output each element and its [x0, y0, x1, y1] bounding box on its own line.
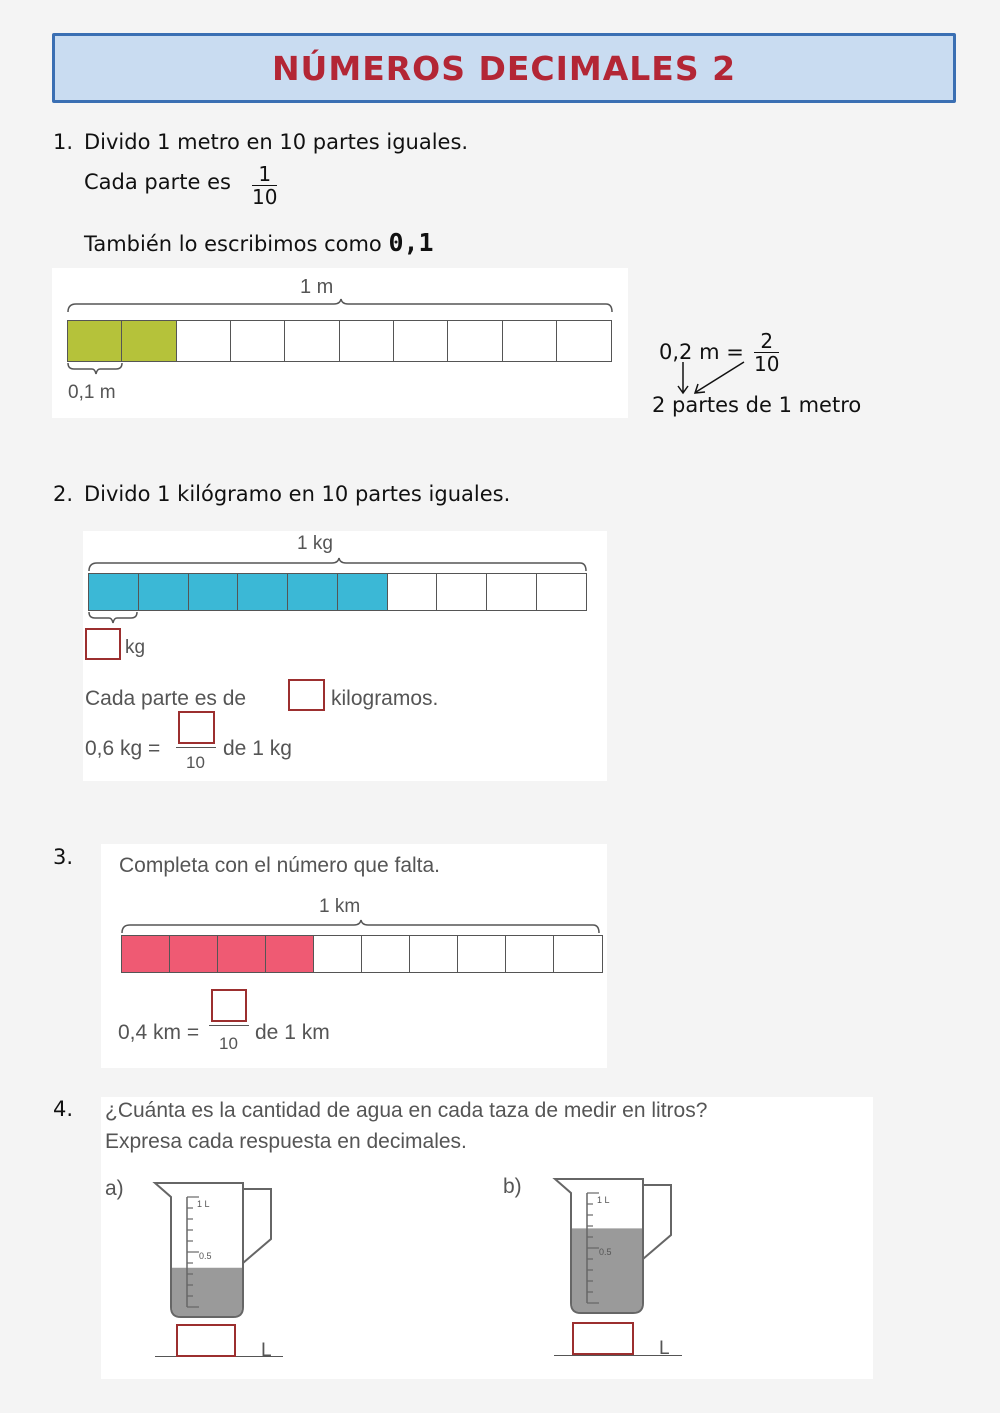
- ex1-line1: Divido 1 metro en 10 partes iguales.: [84, 130, 469, 154]
- ex2-sentence-a: Cada parte es de: [85, 687, 247, 710]
- ex2-sentence-b: kilogramos.: [331, 687, 439, 710]
- ex2-strip: [88, 573, 587, 611]
- strip-cell-filled: [188, 573, 239, 611]
- fraction-numerator: 1: [258, 162, 272, 186]
- jug-b-mark-mid: 0.5: [599, 1247, 612, 1257]
- strip-cell-filled: [121, 935, 171, 973]
- ex2-answer-box-numerator[interactable]: [178, 711, 215, 744]
- ex1-panel: [52, 268, 628, 418]
- strip-cell-empty: [553, 935, 603, 973]
- jug-a-answer-box[interactable]: [176, 1324, 236, 1357]
- ex2-eq-left: 0,6 kg =: [85, 737, 161, 760]
- jug-a-mark-top: 1 L: [197, 1199, 210, 1209]
- strip-cell-filled: [88, 573, 139, 611]
- jug-b-unit: L: [659, 1338, 670, 1359]
- strip-cell-empty: [447, 320, 503, 362]
- ex1-line3: También lo escribimos como 0,1: [84, 228, 434, 257]
- ex3-eq-left: 0,4 km =: [118, 1021, 200, 1044]
- ex1-note-fraction: 2 10: [754, 329, 780, 376]
- ex4-prompt-2: Expresa cada respuesta en decimales.: [105, 1130, 467, 1153]
- strip-cell-empty: [556, 320, 612, 362]
- ex1-strip: [67, 320, 612, 362]
- jug-b-mark-top: 1 L: [597, 1195, 610, 1205]
- jug-b-icon: [551, 1173, 681, 1323]
- ex4-number: 4.: [53, 1097, 74, 1121]
- strip-cell-filled: [237, 573, 288, 611]
- strip-cell-empty: [387, 573, 438, 611]
- ex2-line1: Divido 1 kilógramo en 10 partes iguales.: [84, 482, 511, 506]
- jug-a-unit: L: [261, 1340, 272, 1361]
- ex1-number: 1.: [53, 130, 74, 154]
- page-title: NÚMEROS DECIMALES 2: [271, 48, 737, 88]
- fraction-denominator: 10: [252, 185, 278, 209]
- ex3-fraction-bar: [209, 1025, 249, 1026]
- ex1-strip-label: 1 m: [300, 276, 334, 298]
- strip-cell-empty: [393, 320, 449, 362]
- ex1-note-arrows: [668, 358, 758, 398]
- strip-cell-empty: [409, 935, 459, 973]
- ex4-panel: [101, 1097, 873, 1379]
- ex3-eq-den: 10: [219, 1034, 238, 1053]
- strip-cell-empty: [176, 320, 232, 362]
- ex2-fraction-bar: [176, 747, 216, 748]
- ex2-answer-box-part[interactable]: [85, 628, 121, 660]
- strip-cell-filled: [169, 935, 219, 973]
- ex3-answer-box-numerator[interactable]: [211, 989, 247, 1022]
- strip-cell-empty: [361, 935, 411, 973]
- ex2-answer-box-kilograms[interactable]: [288, 679, 325, 711]
- ex2-number: 2.: [53, 482, 74, 506]
- strip-cell-filled: [287, 573, 338, 611]
- ex2-eq-right: de 1 kg: [223, 737, 292, 760]
- ex2-eq-den: 10: [186, 753, 205, 772]
- ex1-note-left: 0,2 m =: [659, 340, 744, 364]
- ex3-strip-label: 1 km: [319, 896, 361, 917]
- title-banner: [52, 33, 956, 103]
- ex4-prompt-1: ¿Cuánta es la cantidad de agua en cada taza de medir en litros?: [105, 1099, 708, 1122]
- ex3-prompt: Completa con el número que falta.: [119, 854, 441, 877]
- strip-cell-empty: [502, 320, 558, 362]
- ex2-part-brace: [87, 611, 143, 625]
- strip-cell-filled: [121, 320, 177, 362]
- strip-cell-filled: [138, 573, 189, 611]
- ex1-decimal: 0,1: [388, 228, 434, 257]
- ex1-top-brace: [66, 298, 616, 314]
- ex3-panel: [101, 844, 607, 1068]
- strip-cell-filled: [67, 320, 123, 362]
- strip-cell-filled: [337, 573, 388, 611]
- strip-cell-empty: [486, 573, 537, 611]
- jug-a-icon: [151, 1177, 281, 1327]
- ex1-part-label: 0,1 m: [68, 382, 116, 403]
- strip-cell-empty: [313, 935, 363, 973]
- ex1-note-bottom: 2 partes de 1 metro: [652, 393, 862, 417]
- jug-a-label: a): [105, 1177, 124, 1200]
- ex1-line2: Cada parte es: [84, 170, 231, 194]
- strip-cell-empty: [536, 573, 587, 611]
- strip-cell-filled: [217, 935, 267, 973]
- jug-a-mark-mid: 0.5: [199, 1251, 212, 1261]
- strip-cell-empty: [457, 935, 507, 973]
- ex2-unit-label: kg: [125, 637, 146, 658]
- ex3-strip: [121, 935, 603, 973]
- strip-cell-empty: [436, 573, 487, 611]
- ex3-top-brace: [120, 919, 606, 935]
- jug-b-answer-box[interactable]: [572, 1322, 634, 1355]
- ex3-eq-right: de 1 km: [255, 1021, 330, 1044]
- strip-cell-filled: [265, 935, 315, 973]
- ex1-fraction: [252, 163, 277, 208]
- ex2-panel: [83, 531, 607, 781]
- ex3-number: 3.: [53, 845, 74, 869]
- strip-cell-empty: [284, 320, 340, 362]
- jug-b-label: b): [503, 1175, 522, 1198]
- strip-cell-empty: [505, 935, 555, 973]
- ex1-part-brace: [66, 362, 126, 376]
- ex2-top-brace: [87, 557, 593, 573]
- ex2-strip-label: 1 kg: [297, 533, 333, 554]
- strip-cell-empty: [339, 320, 395, 362]
- strip-cell-empty: [230, 320, 286, 362]
